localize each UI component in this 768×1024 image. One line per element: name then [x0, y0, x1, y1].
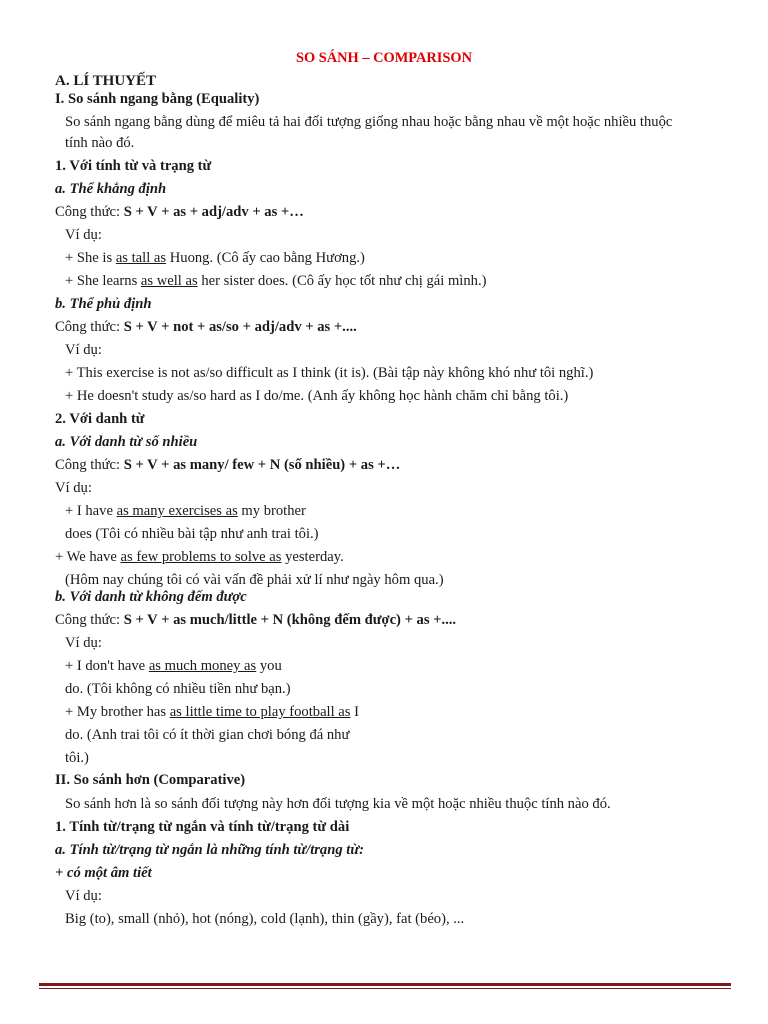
- section-2-intro: So sánh hơn là so sánh đối tượng này hơn đối tượng kia về một hoặc nhiều thuộc tính nào đó.: [65, 796, 611, 812]
- uncountable-formula-line: [55, 611, 456, 629]
- formula-label: Công thức:: [55, 319, 124, 335]
- affirmative-formula-line: [55, 203, 304, 221]
- one-syllable-point: + có một âm tiết: [55, 865, 152, 881]
- negative-heading: b. Thể phủ định: [55, 296, 152, 312]
- section-1-intro-line-2: tính nào đó.: [65, 135, 135, 151]
- example-text: Huong. (Cô ấy cao bằng Hương.): [166, 250, 365, 266]
- short-adjectives-heading: a. Tính từ/trạng từ ngắn là những tính từ/trạng từ:: [55, 842, 364, 858]
- section-2-heading: II. So sánh hơn (Comparative): [55, 772, 246, 788]
- example-text: you: [256, 658, 282, 674]
- example-text: my brother: [237, 503, 306, 519]
- example-label: Ví dụ:: [65, 635, 102, 651]
- negative-example-1: + This exercise is not as/so difficult as I think (it is). (Bài tập này không khó như tôi nghĩ.): [65, 365, 594, 381]
- plural-formula: S + V + as many/ few + N (số nhiều) + as +…: [123, 457, 401, 473]
- uncountable-example-1: [65, 657, 282, 675]
- underlined-phrase: as tall as: [115, 250, 167, 266]
- uncountable-example-2: [65, 703, 359, 721]
- example-text: + She learns: [65, 273, 141, 289]
- example-label: Ví dụ:: [65, 342, 102, 358]
- plural-formula-line: [55, 456, 400, 474]
- document-title: SO SÁNH – COMPARISON: [295, 50, 473, 66]
- uncountable-example-1-translation: do. (Tôi không có nhiều tiền như bạn.): [65, 681, 291, 697]
- negative-formula-line: [55, 318, 357, 336]
- subsection-adjectives-heading: 1. Với tính từ và trạng từ: [55, 158, 212, 174]
- example-label: Ví dụ:: [65, 888, 102, 904]
- formula-label: Công thức:: [55, 612, 124, 628]
- example-text: her sister does. (Cô ấy học tốt như chị gái mình.): [197, 273, 487, 289]
- plural-example-1: [65, 502, 306, 520]
- example-text: yesterday.: [281, 549, 344, 565]
- example-text: + My brother has: [65, 704, 170, 720]
- example-text: + We have: [55, 549, 121, 565]
- underlined-phrase: as many exercises as: [116, 503, 238, 519]
- negative-formula: S + V + not + as/so + adj/adv + as +....: [123, 319, 357, 335]
- underlined-phrase: as well as: [140, 273, 198, 289]
- plural-example-2: [55, 548, 344, 566]
- formula-label: Công thức:: [55, 204, 124, 220]
- plural-example-1-translation: does (Tôi có nhiều bài tập như anh trai tôi.): [65, 526, 319, 542]
- example-label: Ví dụ:: [55, 480, 92, 496]
- underlined-phrase: as few problems to solve as: [120, 549, 282, 565]
- affirmative-example-2: [65, 272, 486, 290]
- subsection-nouns-heading: 2. Với danh từ: [55, 411, 145, 427]
- formula-label: Công thức:: [55, 457, 124, 473]
- example-text: + I don't have: [65, 658, 149, 674]
- affirmative-formula: S + V + as + adj/adv + as +…: [123, 204, 304, 220]
- example-text: + She is: [65, 250, 116, 266]
- footer-rule-thick: [39, 983, 731, 986]
- affirmative-heading: a. Thể khẳng định: [55, 181, 167, 197]
- example-text: + I have: [65, 503, 117, 519]
- plural-nouns-heading: a. Với danh từ số nhiều: [55, 434, 198, 450]
- section-1-intro-line-1: So sánh ngang bằng dùng để miêu tả hai đối tượng giống nhau hoặc bằng nhau về một hoặc nhiều thuộc: [65, 114, 673, 130]
- uncountable-nouns-heading: b. Với danh từ không đếm được: [55, 589, 247, 605]
- part-a-heading: A. LÍ THUYẾT: [55, 73, 157, 89]
- uncountable-example-2-translation-2: tôi.): [65, 750, 89, 766]
- short-adjective-examples: Big (to), small (nhỏ), hot (nóng), cold (lạnh), thin (gầy), fat (béo), ...: [65, 911, 465, 927]
- example-label: Ví dụ:: [65, 227, 102, 243]
- section-1-heading: I. So sánh ngang bằng (Equality): [55, 91, 260, 107]
- footer-rule-thin: [39, 988, 731, 989]
- short-long-adjectives-heading: 1. Tính từ/trạng từ ngắn và tính từ/trạng từ dài: [55, 819, 350, 835]
- example-text: I: [350, 704, 359, 720]
- underlined-phrase: as much money as: [148, 658, 257, 674]
- uncountable-formula: S + V + as much/little + N (không đếm được) + as +....: [123, 612, 457, 628]
- plural-example-2-translation: (Hôm nay chúng tôi có vài vấn đề phải xử lí như ngày hôm qua.): [65, 572, 444, 588]
- uncountable-example-2-translation-1: do. (Anh trai tôi có ít thời gian chơi bóng đá như: [65, 727, 350, 743]
- negative-example-2: + He doesn't study as/so hard as I do/me. (Anh ấy không học hành chăm chỉ bằng tôi.): [65, 388, 569, 404]
- underlined-phrase: as little time to play football as: [169, 704, 351, 720]
- affirmative-example-1: [65, 249, 365, 267]
